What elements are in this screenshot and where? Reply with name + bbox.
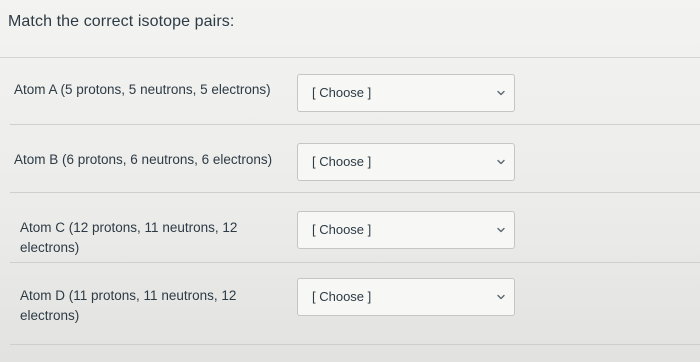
- atom-a-label: Atom A (5 protons, 5 neutrons, 5 electrons): [14, 82, 271, 97]
- divider: [0, 57, 700, 58]
- select-value: [ Choose ]: [312, 85, 372, 100]
- divider: [10, 124, 700, 125]
- chevron-down-icon: [496, 292, 506, 302]
- select-value: [ Choose ]: [312, 222, 372, 237]
- divider: [10, 344, 700, 345]
- atom-a-select[interactable]: [297, 74, 515, 112]
- atom-c-label: Atom C (12 protons, 11 neutrons, 12 electrons): [20, 220, 238, 255]
- atom-d-label: Atom D (11 protons, 11 neutrons, 12 electrons): [20, 288, 237, 323]
- divider: [10, 262, 700, 263]
- chevron-down-icon: [496, 225, 506, 235]
- atom-b-label: Atom B (6 protons, 6 neutrons, 6 electrons): [14, 152, 273, 167]
- chevron-down-icon: [496, 157, 506, 167]
- chevron-down-icon: [496, 88, 506, 98]
- atom-b-select[interactable]: [297, 143, 515, 181]
- select-value: [ Choose ]: [312, 154, 372, 169]
- divider: [10, 192, 700, 193]
- question-text: Match the correct isotope pairs:: [8, 13, 235, 30]
- atom-d-select[interactable]: [297, 278, 515, 316]
- select-value: [ Choose ]: [312, 289, 372, 304]
- atom-c-select[interactable]: [297, 211, 515, 249]
